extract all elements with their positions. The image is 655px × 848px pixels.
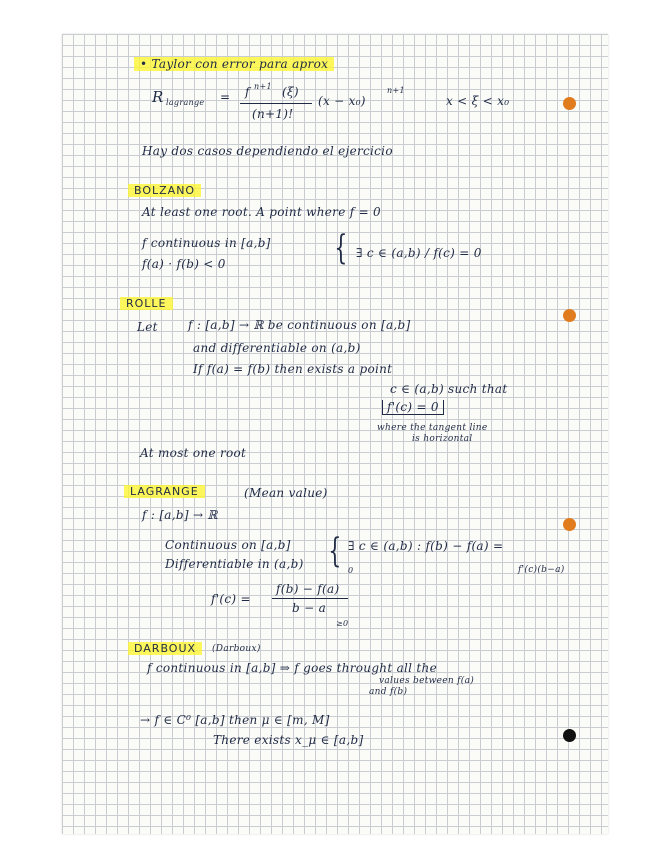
darboux-line3: and f(b): [369, 687, 408, 697]
darboux-line2: values between f(a): [379, 676, 475, 686]
rolle-line1: f : [a,b] → ℝ be continuous on [a,b]: [188, 318, 411, 332]
taylor-r-sub: lagrange: [166, 98, 205, 107]
rolle-line2: and differentiable on (a,b): [193, 341, 361, 355]
lagrange-fraction-bar: [272, 598, 348, 599]
binder-hole-3: [563, 518, 576, 531]
taylor-equals: =: [220, 90, 231, 104]
darboux-subtitle: (Darboux): [212, 644, 261, 654]
lagrange-formula-den: b − a: [292, 601, 327, 615]
lagrange-cond2: Differentiable in (a,b): [165, 557, 304, 571]
lagrange-result: ∃ c ∈ (a,b) : f(b) − f(a) =: [348, 539, 504, 553]
bolzano-brace: {: [334, 228, 348, 268]
darboux-line4: → f ∈ C⁰ [a,b] then μ ∈ [m, M]: [140, 713, 330, 727]
darboux-line5: There exists x_μ ∈ [a,b]: [213, 733, 364, 747]
rolle-let: Let: [137, 320, 158, 334]
rolle-line3: If f(a) = f(b) then exists a point: [193, 362, 393, 376]
taylor-factor-exp: n+1: [387, 86, 405, 95]
binder-hole-1: [563, 97, 576, 110]
rolle-line4: c ∈ (a,b) such that: [390, 382, 508, 396]
rolle-note2: is horizontal: [412, 434, 473, 444]
lagrange-brace: {: [328, 531, 342, 571]
darboux-line1: f continuous in [a,b] ⇒ f goes throught all the: [147, 661, 437, 675]
rolle-heading: ROLLE: [120, 297, 173, 310]
lagrange-formula-num: f(b) − f(a): [276, 582, 340, 596]
darboux-heading: DARBOUX: [128, 642, 202, 655]
lagrange-def: f : [a,b] → ℝ: [142, 508, 218, 522]
bolzano-cond2: f(a) · f(b) < 0: [142, 257, 226, 271]
bolzano-line1: At least one root. A point where f = 0: [142, 205, 381, 219]
taylor-denominator: (n+1)!: [252, 107, 294, 121]
bolzano-cond1: f continuous in [a,b]: [142, 236, 271, 250]
taylor-factor: (x − x₀): [318, 94, 366, 108]
taylor-numerator: f: [245, 85, 250, 99]
lagrange-heading: LAGRANGE: [124, 485, 205, 498]
binder-hole-2: [563, 309, 576, 322]
taylor-fraction-bar: [240, 103, 312, 104]
lagrange-result-cont: f'(c)(b−a): [518, 565, 565, 575]
rolle-note1: where the tangent line: [377, 423, 488, 433]
taylor-condition: x < ξ < x₀: [446, 94, 510, 108]
lagrange-cond1: Continuous on [a,b]: [165, 538, 291, 552]
lagrange-formula-lhs: f'(c) =: [211, 592, 251, 606]
taylor-num-exp: n+1: [254, 82, 272, 91]
lagrange-subtitle: (Mean value): [244, 486, 328, 500]
lagrange-formula-ge0: ≥0: [336, 619, 349, 628]
rolle-boxed-result: f'(c) = 0: [382, 400, 444, 415]
lagrange-deg0: 0: [348, 566, 354, 575]
binder-hole-4: [563, 729, 576, 742]
taylor-note: Hay dos casos dependiendo el ejercicio: [142, 144, 393, 158]
rolle-bottom: At most one root: [140, 446, 247, 460]
bolzano-result: ∃ c ∈ (a,b) / f(c) = 0: [356, 246, 482, 260]
taylor-r: R: [152, 88, 164, 106]
taylor-num-arg: (ξ): [282, 85, 299, 99]
taylor-title: • Taylor con error para aprox: [134, 57, 334, 71]
bolzano-heading: BOLZANO: [128, 184, 201, 197]
